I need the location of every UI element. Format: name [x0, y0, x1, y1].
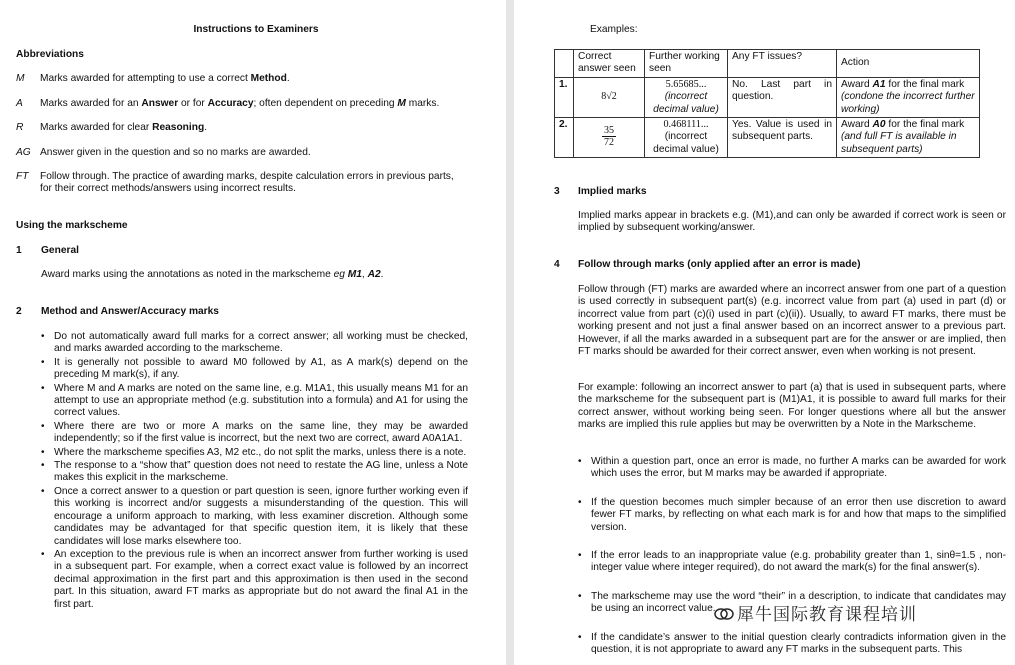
section-4-number: 4	[554, 259, 560, 270]
abbrev-desc: Marks awarded for attempting to use a correct Method.	[40, 73, 290, 84]
list-item: • If the error leads to an inappropriate value (e.g. probability greater than 1, sinθ=1.5 , non-integer value where integer required), do not award the mark(s) for the final answer(s).	[591, 550, 1006, 575]
list-item: • Within a question part, once an error is made, no further A marks can be awarded for work which uses the error, but M marks may be awarded if appropriate.	[591, 456, 1006, 481]
right-page	[514, 0, 1015, 665]
abbrev-code: FT	[16, 171, 29, 182]
action: Award A0 for the final mark (and full FT is available in subsequent parts)	[837, 118, 980, 158]
section-1-number: 1	[16, 245, 22, 256]
ft-issues: Yes. Value is used in subsequent parts.	[728, 118, 837, 158]
row-number: 2.	[555, 118, 574, 158]
list-item: • The markscheme may use the word “their” in a description, to indicate that candidates may be using an incorrect value.	[591, 591, 1006, 616]
list-item: • Do not automatically award full marks for a correct answer; all working must be checked, and marks awarded according to the markscheme.	[54, 331, 468, 356]
section-4-bullets	[591, 456, 1006, 656]
abbrev-code: M	[16, 73, 25, 84]
abbrev-desc-line2: for their correct methods/answers using incorrect results.	[40, 183, 296, 194]
section-4-heading: Follow through marks (only applied after an error is made)	[578, 259, 861, 270]
watermark-logo-icon	[714, 606, 734, 622]
row-number: 1.	[555, 77, 574, 117]
section-3-text: Implied marks appear in brackets e.g. (M1),and can only be awarded if correct work is seen or implied by subsequent working/answer.	[578, 210, 1006, 234]
further-working: 0.468111... (incorrect decimal value)	[645, 118, 728, 158]
action: Award A1 for the final mark (condone the incorrect further working)	[837, 77, 980, 117]
section-4-paragraph-1: Follow through (FT) marks are awarded where an incorrect answer from one part of a question is used correctly in subsequent part(s) (e.g. incorrect value from part (a) used in part (d) or incorrect value from part (c)(i) used in part (c)(ii)). Usually, to award FT marks, there must be working present and not just a final answer based on an incorrect answer to a previous part. However, if all the marks awarded in a subsequent part are for the answer or are implied, then FT marks should be awarded for their correct answer, even when working is not present.	[578, 284, 1006, 358]
page-title: Instructions to Examiners	[193, 24, 319, 35]
table-header: Further working seen	[645, 50, 728, 78]
examples-label: Examples:	[590, 24, 638, 35]
section-2-heading: Method and Answer/Accuracy marks	[41, 306, 219, 317]
table-header: Action	[837, 50, 980, 78]
section-2-bullets	[54, 331, 468, 612]
watermark: 犀牛国际教育课程培训	[714, 606, 917, 622]
table-row	[555, 77, 980, 117]
table-header: Any FT issues?	[728, 50, 837, 78]
abbrev-code: AG	[16, 147, 31, 158]
section-1-heading: General	[41, 245, 79, 256]
examples-table	[554, 49, 980, 158]
list-item: • Where M and A marks are noted on the same line, e.g. M1A1, this usually means M1 for an attempt to use an appropriate method (e.g. substitution into a formula) and A1 for using the correct values.	[54, 383, 468, 420]
abbrev-desc-line1: Follow through. The practice of awarding marks, despite calculation errors in previous parts,	[40, 171, 454, 182]
correct-answer: $\frac{35}{72}$	[574, 118, 645, 158]
abbrev-desc: Marks awarded for clear Reasoning.	[40, 122, 208, 133]
section-2-number: 2	[16, 306, 22, 317]
abbrev-desc: Answer given in the question and so no marks are awarded.	[40, 147, 311, 158]
table-header-row	[555, 50, 980, 78]
ft-issues: No. Last part in question.	[728, 77, 837, 117]
list-item: • Where the markscheme specifies A3, M2 etc., do not split the marks, unless there is a note.	[54, 447, 468, 459]
section-3-heading: Implied marks	[578, 186, 647, 197]
abbreviations-heading: Abbreviations	[16, 49, 84, 60]
correct-answer: 8√2	[574, 77, 645, 117]
table-header: Correct answer seen	[574, 50, 645, 78]
section-1-text: Award marks using the annotations as noted in the markscheme eg M1, A2.	[41, 269, 384, 280]
using-markscheme-heading: Using the markscheme	[16, 220, 128, 231]
section-4-paragraph-2: For example: following an incorrect answer to part (a) that is used in subsequent parts, where the markscheme for the subsequent part is (M1)A1, it is possible to award full marks for their correct answer, without working being seen. For longer questions where all but the answer marks are implied this rule applies but may be overwritten by a Note in the Markscheme.	[578, 382, 1006, 431]
abbrev-code: A	[16, 98, 23, 109]
table-row	[555, 118, 980, 158]
list-item: • If the question becomes much simpler because of an error then use discretion to award fewer FT marks, by reflecting on what each mark is for and how that maps to the simplified version.	[591, 497, 1006, 534]
further-working: 5.65685... (incorrect decimal value)	[645, 77, 728, 117]
abbrev-desc: Marks awarded for an Answer or for Accuracy; often dependent on preceding M marks.	[40, 98, 440, 109]
list-item: • An exception to the previous rule is when an incorrect answer from further working is used in a subsequent part. For example, when a correct exact value is followed by an incorrect decimal approximation in the first part and this approximation is then used in the second part. In this situation, award FT marks as appropriate but do not award the final A1 in the first part.	[54, 549, 468, 611]
page-divider	[506, 0, 514, 665]
list-item: • If the candidate’s answer to the initial question clearly contradicts information given in the question, it is not appropriate to award any FT marks in the subsequent parts. This	[591, 632, 1006, 657]
list-item: • The response to a “show that” question does not need to restate the AG line, unless a Note makes this explicit in the markscheme.	[54, 460, 468, 485]
abbrev-code: R	[16, 122, 24, 133]
section-3-number: 3	[554, 186, 560, 197]
left-page	[0, 0, 506, 665]
list-item: • Where there are two or more A marks on the same line, they may be awarded independently; so if the first value is incorrect, but the next two are correct, award A0A1A1.	[54, 421, 468, 446]
list-item: • Once a correct answer to a question or part question is seen, ignore further working even if this working is incorrect and/or suggests a misunderstanding of the question. This will encourage a uniform approach to marking, with less examiner discretion. Although some candidates may be advantaged for that specific question item, it is likely that these candidates will lose marks elsewhere too.	[54, 486, 468, 548]
list-item: • It is generally not possible to award M0 followed by A1, as A mark(s) depend on the preceding M mark(s), if any.	[54, 357, 468, 382]
